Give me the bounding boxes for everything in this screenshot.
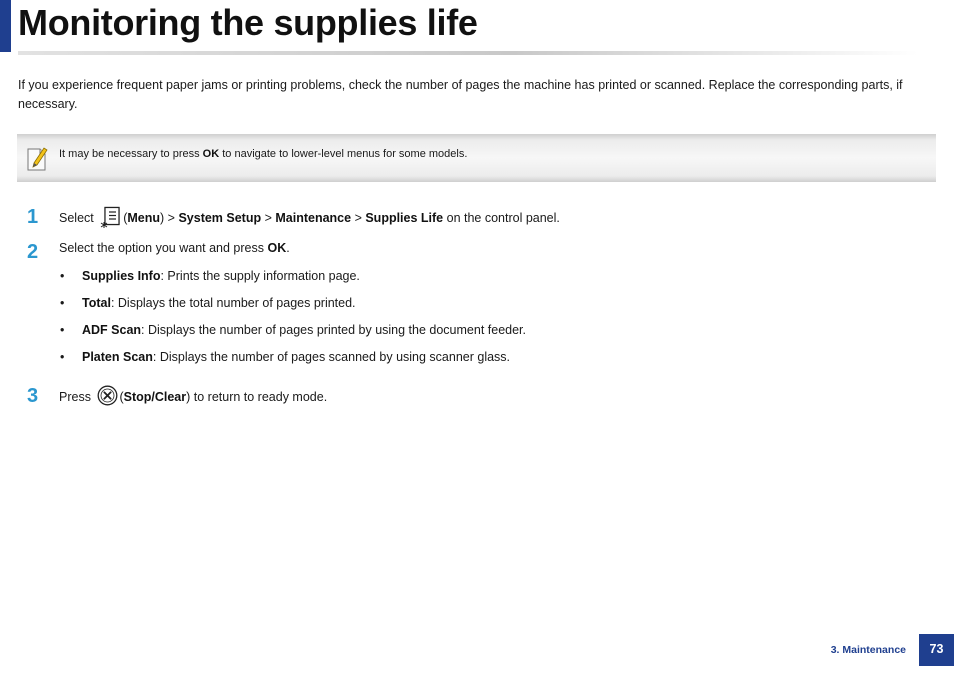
menu-icon — [100, 206, 122, 228]
note-text: It may be necessary to press OK to navigate to lower-level menus for some models. — [59, 148, 468, 160]
page-title: Monitoring the supplies life — [18, 2, 478, 43]
intro-paragraph: If you experience frequent paper jams or printing problems, check the number of pages the machine has printed or scanned. Replace the corresponding parts, if necessary. — [18, 78, 903, 111]
step-number-3: 3 — [27, 385, 39, 407]
step-number-2: 2 — [27, 241, 39, 263]
option-supplies-info: • Supplies Info: Prints the supply information page. — [60, 269, 360, 283]
page-number: 73 — [919, 634, 954, 666]
footer-section-label: 3. Maintenance — [830, 644, 906, 656]
option-platen-scan: • Platen Scan: Displays the number of pages scanned by using scanner glass. — [60, 350, 511, 364]
stop-clear-icon — [97, 385, 118, 406]
title-accent-bar — [0, 0, 11, 52]
note-box — [17, 134, 936, 182]
step-3-text: Press (Stop/Clear) to return to ready mode. — [59, 385, 327, 406]
option-total: • Total: Displays the total number of pages printed. — [60, 296, 356, 310]
note-pencil-icon — [25, 144, 49, 172]
option-adf-scan: • ADF Scan: Displays the number of pages printed by using the document feeder. — [60, 323, 527, 337]
step-2-text: Select the option you want and press OK. — [59, 241, 290, 255]
step-number-1: 1 — [27, 206, 39, 228]
step-1-text: Select (Menu) > System Setup > Maintenance > Supplies Life on the control panel. — [59, 206, 560, 228]
title-divider — [18, 51, 918, 55]
